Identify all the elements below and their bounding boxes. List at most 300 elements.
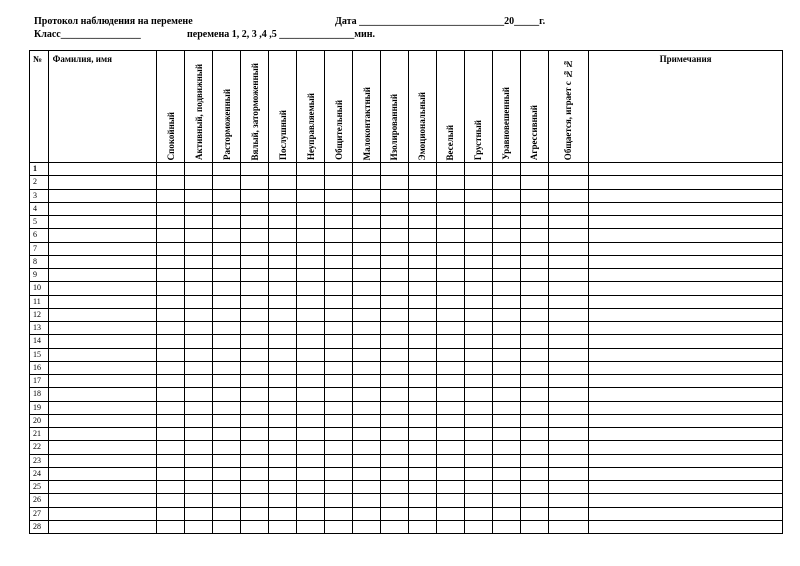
trait-cell[interactable]	[381, 229, 409, 242]
trait-cell[interactable]	[241, 229, 269, 242]
trait-cell[interactable]	[408, 308, 436, 321]
trait-cell[interactable]	[353, 295, 381, 308]
trait-cell[interactable]	[297, 242, 325, 255]
trait-cell[interactable]	[297, 308, 325, 321]
trait-cell[interactable]	[269, 467, 297, 480]
trait-cell[interactable]	[381, 401, 409, 414]
name-cell[interactable]	[48, 229, 157, 242]
trait-cell[interactable]	[185, 454, 213, 467]
trait-cell[interactable]	[436, 163, 464, 176]
trait-cell[interactable]	[520, 163, 548, 176]
trait-cell[interactable]	[269, 255, 297, 268]
trait-cell[interactable]	[185, 401, 213, 414]
trait-cell[interactable]	[353, 441, 381, 454]
trait-cell[interactable]	[297, 401, 325, 414]
trait-cell[interactable]	[381, 308, 409, 321]
trait-cell[interactable]	[408, 335, 436, 348]
trait-cell[interactable]	[213, 322, 241, 335]
trait-cell[interactable]	[297, 361, 325, 374]
trait-cell[interactable]	[213, 520, 241, 533]
trait-cell[interactable]	[213, 401, 241, 414]
trait-cell[interactable]	[185, 481, 213, 494]
trait-cell[interactable]	[492, 520, 520, 533]
trait-cell[interactable]	[325, 242, 353, 255]
trait-cell[interactable]	[464, 507, 492, 520]
trait-cell[interactable]	[297, 428, 325, 441]
trait-cell[interactable]	[408, 441, 436, 454]
trait-cell[interactable]	[353, 494, 381, 507]
trait-cell[interactable]	[464, 216, 492, 229]
trait-cell[interactable]	[436, 414, 464, 427]
trait-cell[interactable]	[185, 269, 213, 282]
trait-cell[interactable]	[269, 269, 297, 282]
trait-cell[interactable]	[269, 494, 297, 507]
trait-cell[interactable]	[520, 361, 548, 374]
trait-cell[interactable]	[241, 163, 269, 176]
trait-cell[interactable]	[297, 348, 325, 361]
trait-cell[interactable]	[548, 189, 588, 202]
trait-cell[interactable]	[185, 176, 213, 189]
trait-cell[interactable]	[353, 388, 381, 401]
trait-cell[interactable]	[213, 216, 241, 229]
trait-cell[interactable]	[241, 189, 269, 202]
trait-cell[interactable]	[157, 401, 185, 414]
trait-cell[interactable]	[464, 295, 492, 308]
trait-cell[interactable]	[353, 308, 381, 321]
trait-cell[interactable]	[381, 375, 409, 388]
notes-cell[interactable]	[589, 176, 783, 189]
name-cell[interactable]	[48, 467, 157, 480]
trait-cell[interactable]	[353, 348, 381, 361]
trait-cell[interactable]	[408, 454, 436, 467]
trait-cell[interactable]	[408, 216, 436, 229]
notes-cell[interactable]	[589, 428, 783, 441]
trait-cell[interactable]	[325, 520, 353, 533]
trait-cell[interactable]	[269, 361, 297, 374]
trait-cell[interactable]	[157, 229, 185, 242]
notes-cell[interactable]	[589, 414, 783, 427]
trait-cell[interactable]	[436, 507, 464, 520]
trait-cell[interactable]	[408, 189, 436, 202]
trait-cell[interactable]	[269, 229, 297, 242]
trait-cell[interactable]	[241, 481, 269, 494]
trait-cell[interactable]	[185, 229, 213, 242]
trait-cell[interactable]	[520, 414, 548, 427]
trait-cell[interactable]	[436, 401, 464, 414]
trait-cell[interactable]	[213, 163, 241, 176]
trait-cell[interactable]	[520, 428, 548, 441]
name-cell[interactable]	[48, 414, 157, 427]
trait-cell[interactable]	[241, 255, 269, 268]
trait-cell[interactable]	[157, 202, 185, 215]
trait-cell[interactable]	[548, 216, 588, 229]
trait-cell[interactable]	[408, 481, 436, 494]
trait-cell[interactable]	[213, 308, 241, 321]
trait-cell[interactable]	[185, 255, 213, 268]
trait-cell[interactable]	[157, 467, 185, 480]
notes-cell[interactable]	[589, 441, 783, 454]
trait-cell[interactable]	[269, 308, 297, 321]
trait-cell[interactable]	[381, 507, 409, 520]
trait-cell[interactable]	[297, 163, 325, 176]
trait-cell[interactable]	[464, 467, 492, 480]
trait-cell[interactable]	[492, 388, 520, 401]
trait-cell[interactable]	[241, 269, 269, 282]
trait-cell[interactable]	[408, 229, 436, 242]
trait-cell[interactable]	[213, 189, 241, 202]
trait-cell[interactable]	[185, 163, 213, 176]
trait-cell[interactable]	[548, 414, 588, 427]
trait-cell[interactable]	[185, 428, 213, 441]
trait-cell[interactable]	[520, 176, 548, 189]
trait-cell[interactable]	[269, 520, 297, 533]
name-cell[interactable]	[48, 348, 157, 361]
name-cell[interactable]	[48, 295, 157, 308]
trait-cell[interactable]	[269, 388, 297, 401]
trait-cell[interactable]	[492, 308, 520, 321]
trait-cell[interactable]	[492, 481, 520, 494]
notes-cell[interactable]	[589, 494, 783, 507]
trait-cell[interactable]	[269, 335, 297, 348]
trait-cell[interactable]	[436, 308, 464, 321]
trait-cell[interactable]	[436, 520, 464, 533]
trait-cell[interactable]	[520, 335, 548, 348]
trait-cell[interactable]	[492, 202, 520, 215]
trait-cell[interactable]	[464, 255, 492, 268]
trait-cell[interactable]	[436, 269, 464, 282]
trait-cell[interactable]	[297, 414, 325, 427]
trait-cell[interactable]	[408, 375, 436, 388]
notes-cell[interactable]	[589, 361, 783, 374]
trait-cell[interactable]	[297, 216, 325, 229]
trait-cell[interactable]	[381, 441, 409, 454]
trait-cell[interactable]	[436, 322, 464, 335]
trait-cell[interactable]	[381, 189, 409, 202]
name-cell[interactable]	[48, 308, 157, 321]
trait-cell[interactable]	[241, 454, 269, 467]
trait-cell[interactable]	[464, 202, 492, 215]
trait-cell[interactable]	[464, 269, 492, 282]
trait-cell[interactable]	[325, 494, 353, 507]
trait-cell[interactable]	[353, 202, 381, 215]
trait-cell[interactable]	[269, 481, 297, 494]
name-cell[interactable]	[48, 255, 157, 268]
trait-cell[interactable]	[520, 269, 548, 282]
trait-cell[interactable]	[241, 282, 269, 295]
trait-cell[interactable]	[325, 335, 353, 348]
trait-cell[interactable]	[241, 494, 269, 507]
trait-cell[interactable]	[185, 507, 213, 520]
trait-cell[interactable]	[185, 520, 213, 533]
trait-cell[interactable]	[241, 414, 269, 427]
trait-cell[interactable]	[436, 388, 464, 401]
trait-cell[interactable]	[464, 176, 492, 189]
trait-cell[interactable]	[241, 520, 269, 533]
trait-cell[interactable]	[325, 295, 353, 308]
name-cell[interactable]	[48, 322, 157, 335]
trait-cell[interactable]	[269, 163, 297, 176]
trait-cell[interactable]	[353, 467, 381, 480]
trait-cell[interactable]	[492, 467, 520, 480]
trait-cell[interactable]	[436, 454, 464, 467]
trait-cell[interactable]	[325, 269, 353, 282]
trait-cell[interactable]	[408, 361, 436, 374]
trait-cell[interactable]	[548, 282, 588, 295]
trait-cell[interactable]	[353, 414, 381, 427]
trait-cell[interactable]	[213, 507, 241, 520]
trait-cell[interactable]	[325, 507, 353, 520]
trait-cell[interactable]	[492, 361, 520, 374]
trait-cell[interactable]	[408, 163, 436, 176]
notes-cell[interactable]	[589, 282, 783, 295]
trait-cell[interactable]	[269, 441, 297, 454]
trait-cell[interactable]	[325, 216, 353, 229]
trait-cell[interactable]	[548, 255, 588, 268]
trait-cell[interactable]	[269, 282, 297, 295]
trait-cell[interactable]	[241, 308, 269, 321]
trait-cell[interactable]	[185, 308, 213, 321]
name-cell[interactable]	[48, 163, 157, 176]
trait-cell[interactable]	[353, 481, 381, 494]
trait-cell[interactable]	[297, 282, 325, 295]
trait-cell[interactable]	[436, 467, 464, 480]
trait-cell[interactable]	[325, 176, 353, 189]
trait-cell[interactable]	[297, 467, 325, 480]
trait-cell[interactable]	[325, 348, 353, 361]
trait-cell[interactable]	[241, 202, 269, 215]
notes-cell[interactable]	[589, 335, 783, 348]
trait-cell[interactable]	[297, 375, 325, 388]
trait-cell[interactable]	[520, 322, 548, 335]
trait-cell[interactable]	[492, 414, 520, 427]
trait-cell[interactable]	[548, 454, 588, 467]
notes-cell[interactable]	[589, 295, 783, 308]
trait-cell[interactable]	[548, 401, 588, 414]
trait-cell[interactable]	[353, 282, 381, 295]
name-cell[interactable]	[48, 375, 157, 388]
trait-cell[interactable]	[548, 361, 588, 374]
trait-cell[interactable]	[492, 428, 520, 441]
notes-cell[interactable]	[589, 229, 783, 242]
trait-cell[interactable]	[213, 441, 241, 454]
trait-cell[interactable]	[213, 454, 241, 467]
trait-cell[interactable]	[436, 216, 464, 229]
trait-cell[interactable]	[297, 176, 325, 189]
trait-cell[interactable]	[297, 441, 325, 454]
trait-cell[interactable]	[381, 361, 409, 374]
trait-cell[interactable]	[436, 481, 464, 494]
trait-cell[interactable]	[436, 229, 464, 242]
notes-cell[interactable]	[589, 375, 783, 388]
trait-cell[interactable]	[157, 269, 185, 282]
trait-cell[interactable]	[548, 229, 588, 242]
notes-cell[interactable]	[589, 481, 783, 494]
trait-cell[interactable]	[408, 520, 436, 533]
trait-cell[interactable]	[241, 467, 269, 480]
trait-cell[interactable]	[269, 202, 297, 215]
name-cell[interactable]	[48, 388, 157, 401]
trait-cell[interactable]	[464, 308, 492, 321]
trait-cell[interactable]	[520, 388, 548, 401]
trait-cell[interactable]	[353, 507, 381, 520]
trait-cell[interactable]	[492, 348, 520, 361]
trait-cell[interactable]	[381, 481, 409, 494]
trait-cell[interactable]	[185, 361, 213, 374]
trait-cell[interactable]	[157, 428, 185, 441]
trait-cell[interactable]	[353, 454, 381, 467]
notes-cell[interactable]	[589, 163, 783, 176]
name-cell[interactable]	[48, 216, 157, 229]
trait-cell[interactable]	[520, 494, 548, 507]
trait-cell[interactable]	[325, 322, 353, 335]
trait-cell[interactable]	[325, 481, 353, 494]
notes-cell[interactable]	[589, 348, 783, 361]
trait-cell[interactable]	[436, 375, 464, 388]
trait-cell[interactable]	[520, 441, 548, 454]
trait-cell[interactable]	[157, 242, 185, 255]
trait-cell[interactable]	[436, 295, 464, 308]
trait-cell[interactable]	[548, 520, 588, 533]
trait-cell[interactable]	[436, 348, 464, 361]
trait-cell[interactable]	[381, 494, 409, 507]
trait-cell[interactable]	[185, 282, 213, 295]
trait-cell[interactable]	[548, 375, 588, 388]
trait-cell[interactable]	[185, 494, 213, 507]
trait-cell[interactable]	[325, 163, 353, 176]
trait-cell[interactable]	[353, 375, 381, 388]
trait-cell[interactable]	[185, 189, 213, 202]
trait-cell[interactable]	[436, 202, 464, 215]
notes-cell[interactable]	[589, 202, 783, 215]
trait-cell[interactable]	[157, 282, 185, 295]
trait-cell[interactable]	[185, 467, 213, 480]
trait-cell[interactable]	[548, 494, 588, 507]
trait-cell[interactable]	[492, 269, 520, 282]
trait-cell[interactable]	[185, 242, 213, 255]
trait-cell[interactable]	[464, 454, 492, 467]
trait-cell[interactable]	[325, 375, 353, 388]
trait-cell[interactable]	[492, 494, 520, 507]
trait-cell[interactable]	[269, 189, 297, 202]
trait-cell[interactable]	[464, 322, 492, 335]
trait-cell[interactable]	[381, 176, 409, 189]
trait-cell[interactable]	[408, 255, 436, 268]
trait-cell[interactable]	[353, 335, 381, 348]
trait-cell[interactable]	[241, 361, 269, 374]
name-cell[interactable]	[48, 520, 157, 533]
trait-cell[interactable]	[436, 176, 464, 189]
trait-cell[interactable]	[213, 282, 241, 295]
trait-cell[interactable]	[408, 269, 436, 282]
trait-cell[interactable]	[185, 375, 213, 388]
trait-cell[interactable]	[157, 176, 185, 189]
trait-cell[interactable]	[381, 295, 409, 308]
notes-cell[interactable]	[589, 467, 783, 480]
trait-cell[interactable]	[269, 348, 297, 361]
trait-cell[interactable]	[269, 428, 297, 441]
trait-cell[interactable]	[157, 295, 185, 308]
trait-cell[interactable]	[325, 282, 353, 295]
trait-cell[interactable]	[157, 414, 185, 427]
trait-cell[interactable]	[241, 216, 269, 229]
trait-cell[interactable]	[325, 454, 353, 467]
trait-cell[interactable]	[548, 269, 588, 282]
trait-cell[interactable]	[213, 494, 241, 507]
trait-cell[interactable]	[241, 176, 269, 189]
name-cell[interactable]	[48, 189, 157, 202]
trait-cell[interactable]	[213, 428, 241, 441]
trait-cell[interactable]	[548, 242, 588, 255]
trait-cell[interactable]	[548, 295, 588, 308]
trait-cell[interactable]	[464, 494, 492, 507]
trait-cell[interactable]	[464, 348, 492, 361]
trait-cell[interactable]	[464, 163, 492, 176]
trait-cell[interactable]	[492, 441, 520, 454]
name-cell[interactable]	[48, 428, 157, 441]
trait-cell[interactable]	[241, 322, 269, 335]
trait-cell[interactable]	[381, 216, 409, 229]
trait-cell[interactable]	[297, 388, 325, 401]
trait-cell[interactable]	[520, 229, 548, 242]
trait-cell[interactable]	[464, 441, 492, 454]
trait-cell[interactable]	[548, 467, 588, 480]
trait-cell[interactable]	[157, 481, 185, 494]
trait-cell[interactable]	[297, 189, 325, 202]
trait-cell[interactable]	[185, 322, 213, 335]
trait-cell[interactable]	[157, 308, 185, 321]
trait-cell[interactable]	[464, 414, 492, 427]
trait-cell[interactable]	[548, 335, 588, 348]
trait-cell[interactable]	[325, 414, 353, 427]
trait-cell[interactable]	[269, 242, 297, 255]
trait-cell[interactable]	[241, 375, 269, 388]
trait-cell[interactable]	[157, 520, 185, 533]
trait-cell[interactable]	[520, 467, 548, 480]
trait-cell[interactable]	[325, 388, 353, 401]
notes-cell[interactable]	[589, 255, 783, 268]
trait-cell[interactable]	[325, 441, 353, 454]
trait-cell[interactable]	[353, 428, 381, 441]
trait-cell[interactable]	[492, 375, 520, 388]
trait-cell[interactable]	[185, 216, 213, 229]
notes-cell[interactable]	[589, 322, 783, 335]
trait-cell[interactable]	[325, 202, 353, 215]
trait-cell[interactable]	[520, 401, 548, 414]
trait-cell[interactable]	[520, 520, 548, 533]
trait-cell[interactable]	[492, 507, 520, 520]
trait-cell[interactable]	[213, 255, 241, 268]
notes-cell[interactable]	[589, 242, 783, 255]
trait-cell[interactable]	[213, 202, 241, 215]
trait-cell[interactable]	[213, 335, 241, 348]
trait-cell[interactable]	[157, 163, 185, 176]
trait-cell[interactable]	[353, 255, 381, 268]
trait-cell[interactable]	[157, 335, 185, 348]
name-cell[interactable]	[48, 335, 157, 348]
trait-cell[interactable]	[520, 348, 548, 361]
trait-cell[interactable]	[381, 454, 409, 467]
trait-cell[interactable]	[520, 481, 548, 494]
trait-cell[interactable]	[269, 295, 297, 308]
trait-cell[interactable]	[520, 216, 548, 229]
trait-cell[interactable]	[213, 467, 241, 480]
notes-cell[interactable]	[589, 507, 783, 520]
trait-cell[interactable]	[381, 255, 409, 268]
trait-cell[interactable]	[353, 361, 381, 374]
trait-cell[interactable]	[241, 428, 269, 441]
trait-cell[interactable]	[269, 176, 297, 189]
trait-cell[interactable]	[213, 229, 241, 242]
